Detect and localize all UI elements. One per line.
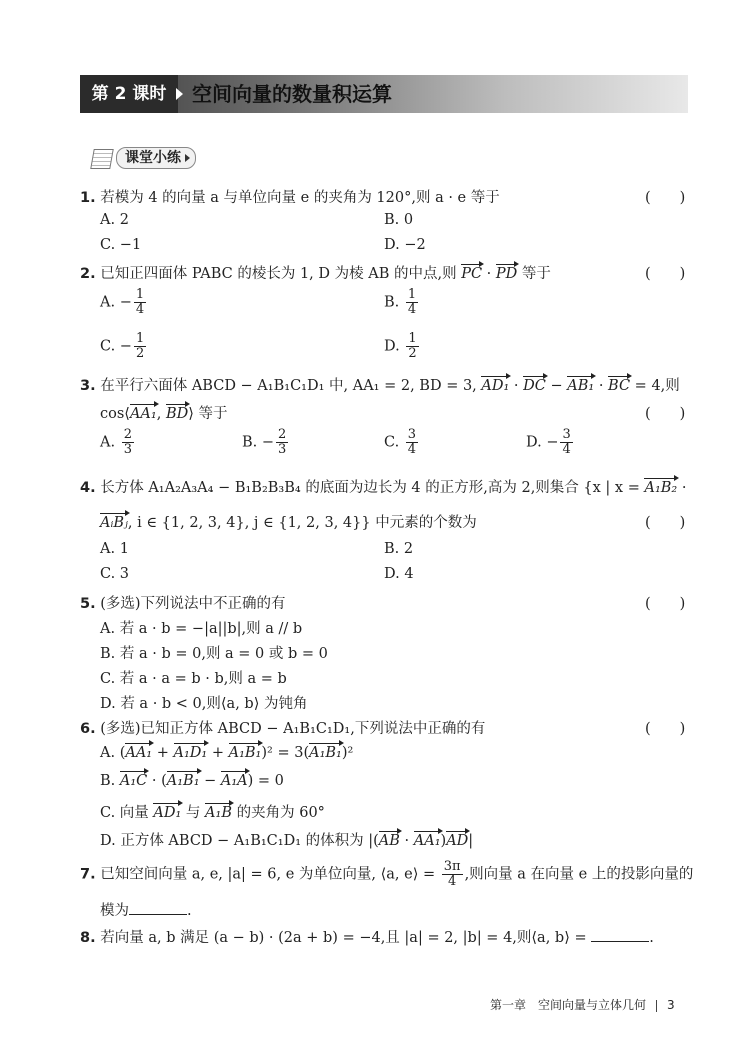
option-label: D. − [526, 434, 559, 451]
question-text: (多选)已知正方体 ABCD − A₁B₁C₁D₁,下列说法中正确的有 [100, 721, 486, 737]
numerator: 2 [123, 427, 132, 442]
option-c [100, 332, 148, 361]
option-c [384, 428, 420, 457]
denominator: 2 [408, 346, 417, 361]
option-label: D. 正方体 ABCD − A₁B₁C₁D₁ 的体积为 |( [100, 833, 379, 849]
option-label: A. − [100, 294, 132, 311]
answer-paren: ( ) [645, 190, 686, 206]
option-text: · ( [147, 773, 167, 789]
question-text: 已知空间向量 a, e, |a| = 6, e 为单位向量, ⟨a, e⟩ = [100, 866, 440, 883]
question-text: 已知正四面体 PABC 的棱长为 1, D 为棱 AB 的中点,则 [100, 266, 462, 282]
vector-aibj: AᵢBⱼ [100, 515, 128, 531]
question-text-tail: , i ∈ {1, 2, 3, 4}, j ∈ {1, 2, 3, 4}} 中元素的个数为 [127, 515, 477, 531]
notebook-icon [88, 147, 114, 169]
option-text: 与 [181, 805, 206, 821]
chapter-label: 第一章 空间向量与立体几何 [490, 998, 647, 1012]
option-b: B. 0 [384, 212, 414, 228]
answer-paren: ( ) [645, 515, 686, 531]
option-b: B. A₁C · (A₁B₁ − A₁A) = 0 [100, 773, 284, 789]
numerator: 1 [408, 331, 417, 346]
vector-a1c: A₁C [119, 773, 148, 789]
question-2 [80, 262, 551, 283]
option-a [100, 288, 148, 317]
fraction [276, 428, 288, 457]
numerator: 1 [135, 287, 145, 302]
question-number: 2. [80, 266, 96, 282]
option-b [242, 428, 290, 457]
denominator: 4 [135, 302, 145, 317]
option-text-tail: 的夹角为 60° [232, 805, 325, 821]
vector-aa1: AA₁ [129, 406, 157, 422]
option-a: A. 2 [100, 212, 129, 228]
vector-ad1: AD₁ [153, 805, 182, 821]
option-label: C. 向量 [100, 805, 154, 821]
option-label: A. ( [100, 745, 126, 761]
section-heading [88, 146, 196, 170]
numerator: 2 [278, 427, 287, 442]
question-8 [80, 926, 654, 947]
denominator: 4 [407, 442, 417, 457]
answer-paren: ( ) [645, 721, 686, 737]
option-b: B. 若 a · b = 0,则 a = 0 或 b = 0 [100, 646, 328, 662]
answer-paren: ( ) [645, 406, 686, 422]
question-number: 3. [80, 378, 96, 394]
question-number: 1. [80, 190, 96, 206]
numerator: 3 [407, 427, 417, 442]
vector-a1b1: A₁B₁ [228, 745, 262, 761]
fraction [134, 288, 146, 317]
numerator: 3 [562, 427, 571, 442]
fraction [560, 428, 572, 457]
vector-a1b1: A₁B₁ [166, 773, 200, 789]
answer-blank[interactable] [591, 941, 649, 942]
numerator: 1 [135, 331, 145, 346]
page-footer [490, 996, 675, 1013]
question-text: 在平行六面体 ABCD − A₁B₁C₁D₁ 中, AA₁ = 2, BD = 3, [100, 378, 482, 394]
option-d [526, 428, 575, 457]
option-text-tail: | [468, 833, 474, 849]
lesson-tag: 第 2 课时 [80, 75, 178, 113]
question-text-tail: = 4,则 [630, 378, 680, 394]
option-c [100, 801, 325, 822]
vector-a1a: A₁A [220, 773, 248, 789]
fraction [406, 332, 418, 361]
denominator: 2 [135, 346, 145, 361]
cos-prefix: cos⟨ [100, 406, 130, 422]
denominator: 4 [407, 302, 417, 317]
question-text: 若向量 a, b 满足 (a − b) · (2a + b) = −4,且 |a| = 2, |b| = 4,则⟨a, b⟩ = [100, 930, 592, 946]
option-label: C. − [100, 338, 132, 355]
question-text-tail: ,则向量 a 在向量 e 上的投影向量的 [464, 866, 694, 883]
fraction [406, 288, 418, 317]
option-d: D. 正方体 ABCD − A₁B₁C₁D₁ 的体积为 |(AB · AA₁)AD| [100, 833, 474, 849]
vector-aa1: AA₁ [125, 745, 153, 761]
option-a: A. 1 [100, 541, 129, 557]
period: . [649, 930, 654, 946]
option-text: )² = 3( [261, 745, 310, 761]
option-label: A. [100, 434, 120, 451]
numerator: 3π [443, 859, 461, 874]
option-d: D. 4 [384, 566, 414, 582]
vector-dc: DC [523, 378, 546, 394]
vector-ad1: AD₁ [481, 378, 510, 394]
vector-ab: AB [378, 833, 400, 849]
vector-pc: PC [461, 266, 483, 282]
page-number: 3 [667, 998, 675, 1012]
option-label: D. [384, 338, 405, 355]
question-3: 3. 在平行六面体 ABCD − A₁B₁C₁D₁ 中, AA₁ = 2, BD = 3, AD₁ · DC − AB₁ · BC = 4,则 [80, 378, 680, 394]
vector-a1b: A₁B [205, 805, 232, 821]
vector-bd: BD [165, 406, 189, 422]
denominator: 4 [562, 442, 571, 457]
option-label: B. [384, 294, 404, 311]
option-a [100, 428, 136, 457]
denominator: 3 [123, 442, 132, 457]
answer-paren: ( ) [645, 266, 686, 282]
question-text-tail: 等于 [517, 266, 551, 282]
option-label: B. [100, 773, 120, 789]
numerator: 1 [407, 287, 417, 302]
option-label: C. [384, 434, 404, 451]
question-4 [80, 476, 686, 497]
vector-a1b2: A₁B₂ [644, 480, 678, 496]
fraction [406, 428, 418, 457]
option-c: C. 3 [100, 566, 130, 582]
header-arrow-icon [176, 88, 183, 100]
fraction [122, 428, 134, 457]
question-text: (多选)下列说法中不正确的有 [100, 596, 286, 612]
denominator: 3 [278, 442, 287, 457]
question-1 [80, 186, 500, 207]
question-text-tail: ⟩ 等于 [188, 406, 228, 422]
section-label: 课堂小练 [116, 147, 196, 169]
option-a: A. 若 a · b = −|a||b|,则 a // b [100, 621, 303, 637]
dot-operator: · [482, 266, 496, 282]
option-text: ) [440, 833, 447, 849]
question-3-line-2: cos⟨AA₁, BD⟩ 等于 [100, 406, 228, 422]
dot-operator: · [677, 480, 687, 496]
fraction [134, 332, 146, 361]
question-6 [80, 717, 485, 738]
question-5 [80, 592, 286, 613]
question-number: 4. [80, 480, 96, 496]
answer-paren: ( ) [645, 596, 686, 612]
option-text-tail: )² [341, 745, 354, 761]
question-7 [80, 860, 693, 889]
question-number: 6. [80, 721, 96, 737]
question-text: 模为 [100, 903, 129, 919]
question-text: 长方体 A₁A₂A₃A₄ − B₁B₂B₃B₄ 的底面为边长为 4 的正方形,高为 2,则集合 {x | x = [100, 480, 645, 496]
option-c: C. −1 [100, 237, 142, 253]
option-label: B. − [242, 434, 275, 451]
question-7-line-2: 模为 . [100, 903, 192, 919]
vector-bc: BC [608, 378, 631, 394]
option-d: D. 若 a · b < 0,则⟨a, b⟩ 为钝角 [100, 696, 308, 712]
option-a: A. (AA₁ + A₁D₁ + A₁B₁)² = 3(A₁B₁)² [100, 745, 354, 761]
vector-ab1: AB₁ [567, 378, 595, 394]
question-4-line-2 [100, 511, 477, 532]
fraction [442, 860, 463, 889]
option-d: D. −2 [384, 237, 426, 253]
footer-divider [656, 1000, 657, 1012]
option-b [384, 288, 420, 317]
option-b: B. 2 [384, 541, 414, 557]
question-number: 7. [80, 866, 96, 883]
vector-a1d1: A₁D₁ [173, 745, 208, 761]
option-c: C. 若 a · a = b · b,则 a = b [100, 671, 287, 687]
vector-ad: AD [446, 833, 469, 849]
option-text-tail: ) = 0 [247, 773, 284, 789]
answer-blank[interactable] [129, 914, 187, 915]
option-d [384, 332, 421, 361]
lesson-title: 空间向量的数量积运算 [192, 82, 392, 106]
question-number: 5. [80, 596, 96, 612]
vector-a1b1: A₁B₁ [309, 745, 342, 761]
vector-aa1: AA₁ [413, 833, 441, 849]
denominator: 4 [448, 874, 457, 889]
vector-pd: PD [495, 266, 518, 282]
question-number: 8. [80, 930, 96, 946]
question-text: 若模为 4 的向量 a 与单位向量 e 的夹角为 120°,则 a · e 等于 [100, 190, 500, 206]
